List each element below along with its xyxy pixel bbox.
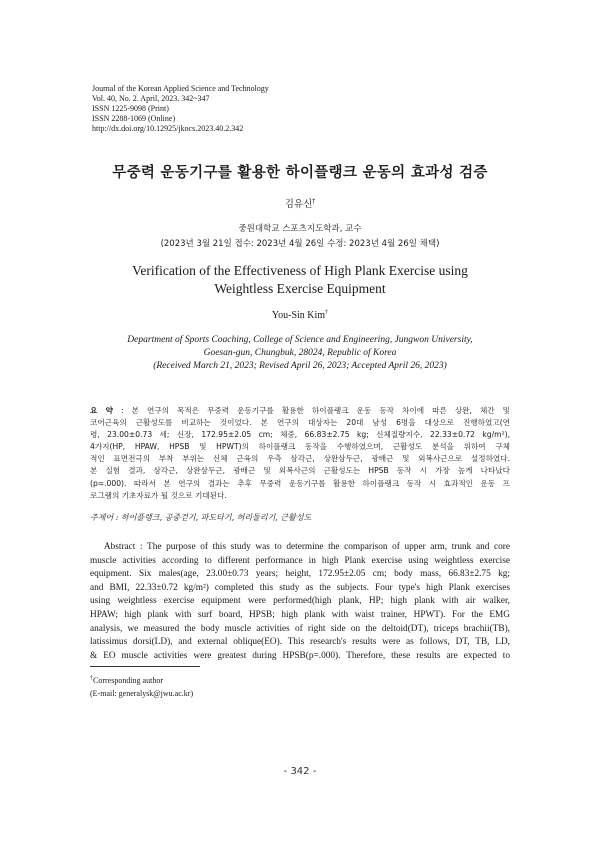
page-number: - 342 - <box>283 766 317 777</box>
footnote-corresponding <box>90 674 193 687</box>
korean-author-name: 김유신 <box>284 199 313 210</box>
journal-volume: Vol. 40, No. 2. April, 2023. 342~347 <box>92 94 210 103</box>
english-abstract-line: equipment. Six males(age, 23.00±0.73 years; height, 172.95±2.05 cm; body mass, 66.83±2.75 kg; <box>90 569 510 580</box>
english-abstract-line: muscle activities according to different performance in high Plank exercise using weightless exercise <box>90 555 510 566</box>
footnote-divider <box>90 666 200 667</box>
english-affiliation <box>0 334 600 373</box>
korean-abstract <box>90 405 510 502</box>
english-abstract-line: latissimus dorsi(LD), and external oblique(EO). This research's results were as follows, DT, TB, LD, <box>90 637 510 648</box>
footnote-label: Corresponding author <box>93 676 163 685</box>
korean-abstract-line: 요 약 : 본 연구의 목적은 무중력 운동기구를 활용한 하이플랭크 운동 동작 차이에 따른 상완, 체간 및 <box>90 406 510 415</box>
korean-title: 무중력 운동기구를 활용한 하이플랭크 운동의 효과성 검증 <box>112 165 488 181</box>
korean-abstract-line: 4가지(HP, HPAW, HPSB 및 HPWT)의 하이플랭크 동작을 수행하였으며, 근활성도 분석을 위하여 구체 <box>90 442 510 452</box>
korean-abstract-line: 코어근육의 근활성도를 비교하는 것이었다. 본 연구의 대상자는 20대 남성 6명을 대상으로 진행하였고(연 <box>90 418 510 428</box>
english-author <box>0 310 600 321</box>
korean-author-mark: † <box>312 197 316 205</box>
issn-online: ISSN 2288-1069 (Online) <box>92 114 176 123</box>
english-abstract-label: Abstract <box>103 542 136 552</box>
english-title-line-1: Verification of the Effectiveness of High Plank Exercise using <box>132 263 468 278</box>
english-title-line-2: Weightless Exercise Equipment <box>214 281 386 296</box>
korean-abstract-line: 적인 표면전극의 부착 부위는 신체 근육의 우측 삼각근, 상완삼두근, 광배근 및 외복사근으로 설정하였다. <box>90 454 510 464</box>
korean-author <box>0 196 600 210</box>
korean-abstract-line: 본 실험 결과, 삼각근, 상완삼두근, 광배근 및 외복사근의 근활성도는 HPSB 동작 시 가장 높게 나타났다 <box>90 466 510 476</box>
english-title <box>0 262 600 298</box>
journal-name: Journal of the Korean Applied Science and Technology <box>92 84 269 93</box>
korean-affiliation: 중원대학교 스포츠지도학과, 교수 <box>238 224 362 234</box>
english-abstract <box>90 541 510 663</box>
english-affiliation-line-1: Department of Sports Coaching, College of Science and Engineering, Jungwon University, <box>127 335 473 345</box>
english-abstract-line: Abstract : The purpose of this study was to determine the comparison of upper arm, trunk and core <box>103 542 510 552</box>
english-abstract-line: HPAW; high plank with surf board, HPSB; high plank with waist trainer, HPWT). For the EMG <box>90 609 510 620</box>
english-abstract-line: and BMI, 22.33±0.72 kg/m²) completed this study as the subjects. Four type's high Plank exercises <box>90 582 510 593</box>
english-author-mark: † <box>325 309 329 316</box>
korean-dates: (2023년 3월 21일 접수: 2023년 4월 26일 수정: 2023년 4월 26일 채택) <box>160 239 440 249</box>
issn-print: ISSN 1225-9098 (Print) <box>92 104 169 113</box>
english-abstract-line: analysis, we measured the body muscle activities of right side on the deltoid(DT), triceps brachii(TB), <box>90 623 510 634</box>
korean-abstract-line: 령, 23.00±0.73 세; 신장, 172.95±2.05 cm; 체중, 66.83±2.75 kg; 신체질량지수, 22.33±0.72 kg/m²), <box>90 430 510 440</box>
footnote <box>90 674 193 700</box>
korean-abstract-line: 로그램의 기초자료가 될 것으로 기대된다. <box>90 490 227 500</box>
english-author-name: You-Sin Kim <box>271 310 326 321</box>
korean-keywords: 주제어 : 하이플랭크, 공중걷기, 파도타기, 허리돌리기, 근활성도 <box>90 513 312 522</box>
korean-abstract-label: 요 약 <box>90 406 113 415</box>
footnote-mark: † <box>90 675 93 682</box>
korean-abstract-line: (p=.000). 따라서 본 연구의 결과는 추후 무중력 운동기구를 활용한 하이플랭크 동작 시 효과적인 운동 프 <box>90 478 510 488</box>
footnote-email: (E-mail: generalysk@jwu.ac.kr) <box>90 689 194 698</box>
doi-link[interactable]: http://dx.doi.org/10.12925/jkocs.2023.40.2.342 <box>92 124 244 133</box>
english-abstract-line: using weightless exercise equipment were performed(high plank, HP; high plank with air walker, <box>90 596 510 607</box>
english-abstract-line: & EO muscle activities were greatest during HPSB(p=.000). Therefore, these results are expected to <box>90 650 510 661</box>
english-dates: (Received March 21, 2023; Revised April 26, 2023; Accepted April 26, 2023) <box>153 361 447 371</box>
journal-header <box>92 84 269 134</box>
english-affiliation-line-2: Goesan-gun, Chungbuk, 28024, Republic of Korea <box>203 348 397 358</box>
